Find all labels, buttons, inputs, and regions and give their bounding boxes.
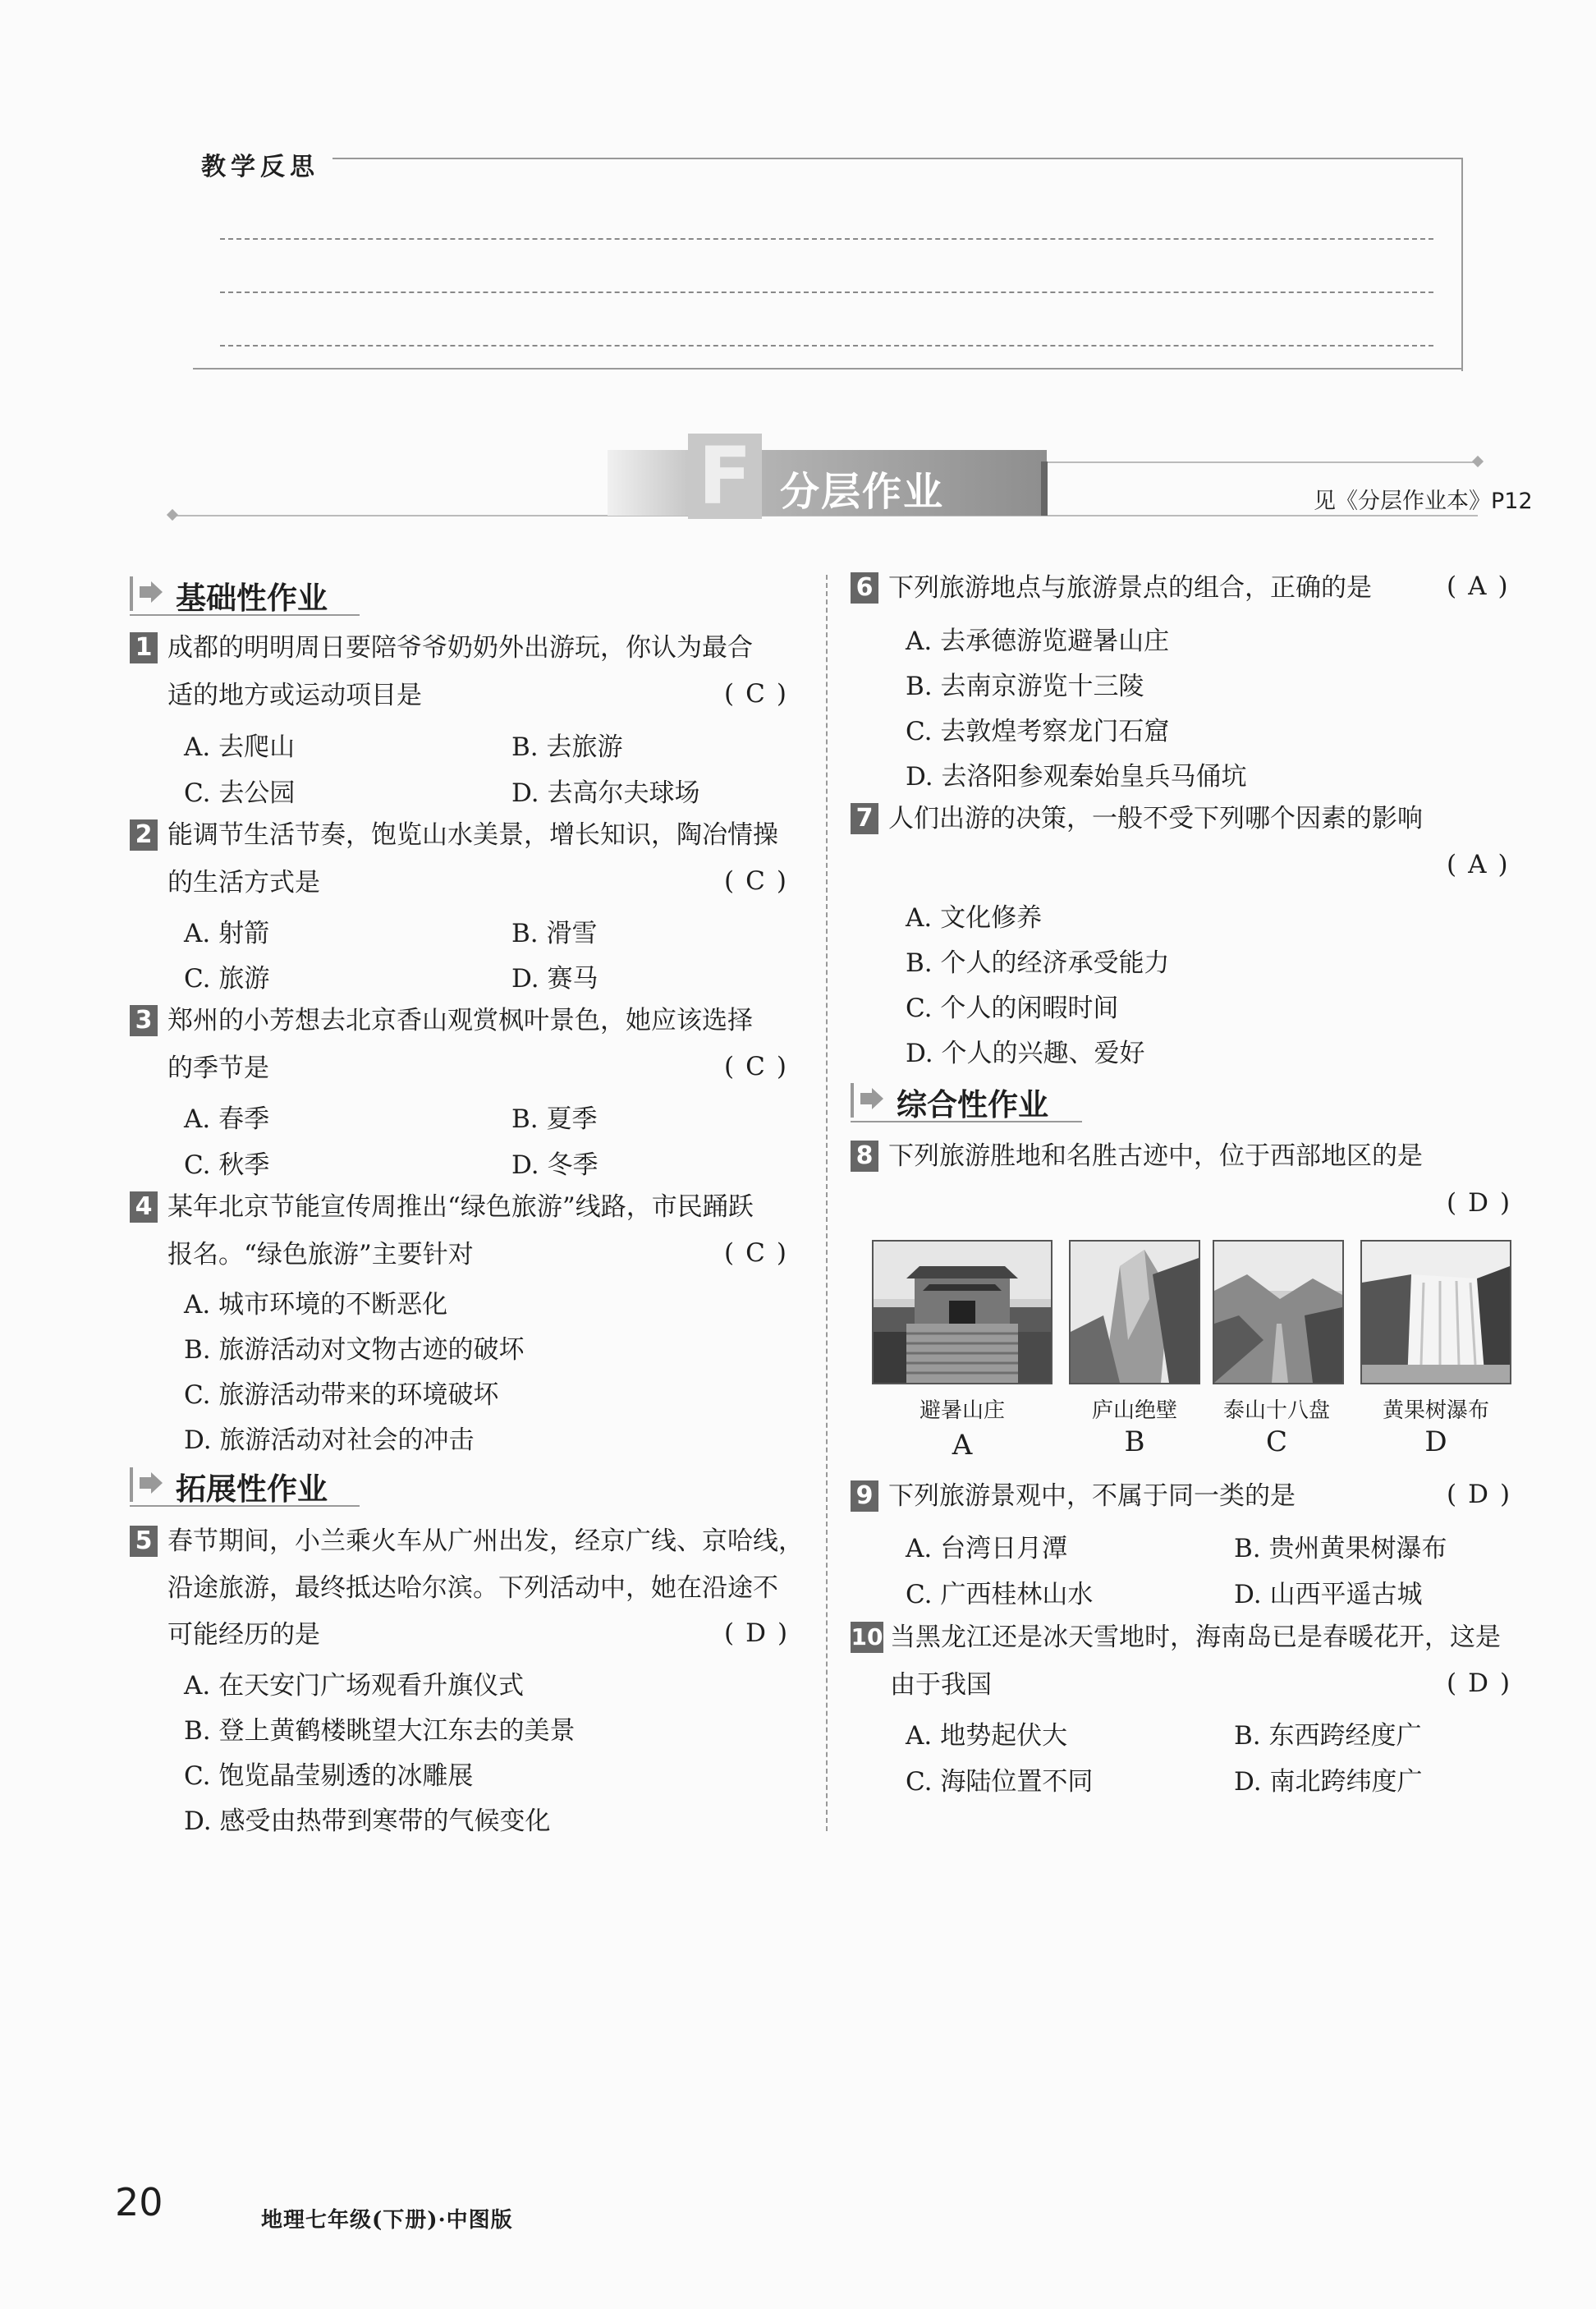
option: B. 登上黄鹤楼眺望大江东去的美景	[184, 1716, 576, 1746]
question-number: 6	[851, 572, 878, 604]
option: A. 在天安门广场观看升旗仪式	[184, 1671, 525, 1701]
option: B. 夏季	[511, 1104, 598, 1134]
option: A. 春季	[184, 1104, 270, 1134]
reflection-writing-line	[220, 238, 1433, 240]
answer-mark: (D)	[1447, 1188, 1522, 1218]
photo-bishu-shanzhuang	[872, 1240, 1053, 1384]
question-text: 当黑龙江还是冰天雪地时，海南岛已是春暖花开，这是	[890, 1623, 1501, 1652]
option: B. 旅游活动对文物古迹的破坏	[184, 1335, 525, 1365]
photo-taishan-steps	[1213, 1240, 1344, 1384]
arrow-icon	[851, 1083, 892, 1118]
section-underline	[851, 1121, 1082, 1122]
photo-letter: B	[1124, 1425, 1145, 1458]
question-text: 成都的明明周日要陪爷爷奶奶外出游玩，你认为最合	[167, 633, 753, 663]
question-number: 7	[851, 803, 878, 834]
question-text: 下列旅游胜地和名胜古迹中，位于西部地区的是	[888, 1141, 1423, 1171]
reflection-bottom-line	[193, 368, 1461, 370]
option: A. 去承德游览避暑山庄	[906, 627, 1170, 656]
banner-letter: F	[688, 434, 762, 519]
option: A. 去爬山	[184, 732, 296, 762]
question-7	[851, 803, 878, 834]
answer-mark: (C)	[724, 1238, 798, 1268]
question-number: 9	[851, 1480, 878, 1512]
question-number: 10	[851, 1622, 883, 1653]
question-text: 沿途旅游，最终抵达哈尔滨。下列活动中，她在沿途不	[167, 1573, 778, 1603]
reflection-writing-line	[220, 291, 1433, 293]
arrow-icon	[130, 1467, 171, 1502]
photo-huangguoshu-waterfall	[1360, 1240, 1511, 1384]
option: B. 滑雪	[511, 919, 598, 948]
answer-mark: (A)	[1447, 572, 1520, 601]
section-label: 拓展性作业	[176, 1471, 328, 1507]
page-number: 20	[115, 2180, 163, 2224]
option: D. 冬季	[511, 1150, 598, 1180]
section-underline	[130, 614, 360, 616]
question-text: 某年北京节能宣传周推出“绿色旅游”线路，市民踊跃	[167, 1192, 754, 1222]
option: A. 台湾日月潭	[906, 1534, 1068, 1563]
option: C. 去公园	[184, 778, 296, 808]
option: A. 城市环境的不断恶化	[184, 1290, 448, 1320]
question-9	[851, 1480, 878, 1512]
question-text: 能调节生活节奏，饱览山水美景，增长知识，陶冶情操	[167, 820, 778, 850]
question-number: 3	[130, 1005, 158, 1036]
answer-mark: (D)	[1447, 1669, 1522, 1698]
option: C. 饱览晶莹剔透的冰雕展	[184, 1761, 474, 1791]
option: D. 南北跨纬度广	[1234, 1767, 1423, 1797]
answer-mark: (D)	[724, 1618, 800, 1648]
option: D. 赛马	[511, 964, 598, 994]
banner-title: 分层作业	[780, 469, 945, 515]
photo-caption: 庐山绝壁	[1091, 1398, 1177, 1423]
question-text: 下列旅游景观中，不属于同一类的是	[888, 1481, 1296, 1511]
section-label: 综合性作业	[897, 1087, 1048, 1122]
option: B. 贵州黄果树瀑布	[1234, 1534, 1447, 1563]
question-4	[130, 1191, 158, 1223]
banner-rule	[1043, 461, 1478, 463]
photo-letter: C	[1265, 1425, 1287, 1458]
option: D. 个人的兴趣、爱好	[906, 1039, 1145, 1068]
question-number: 1	[130, 632, 158, 663]
option: C. 秋季	[184, 1150, 270, 1180]
section-underline	[130, 1505, 360, 1507]
photo-lushan-cliff	[1069, 1240, 1200, 1384]
reflection-writing-line	[220, 345, 1433, 347]
question-5	[130, 1526, 158, 1557]
photo-caption: 黄果树瀑布	[1382, 1398, 1489, 1423]
option: B. 去旅游	[511, 732, 623, 762]
banner-dot	[167, 509, 178, 521]
question-text: 的季节是	[167, 1054, 269, 1083]
photo-letter: D	[1424, 1425, 1447, 1458]
question-text: 可能经历的是	[167, 1620, 320, 1650]
question-2	[130, 819, 158, 851]
question-text: 春节期间，小兰乘火车从广州出发，经京广线、京哈线，	[167, 1526, 804, 1556]
reflection-frame	[332, 158, 1463, 371]
question-number: 8	[851, 1141, 878, 1172]
question-10	[851, 1622, 883, 1653]
question-8	[851, 1141, 878, 1172]
photo-caption: 泰山十八盘	[1222, 1398, 1330, 1423]
answer-mark: (A)	[1447, 850, 1520, 879]
option: C. 旅游	[184, 964, 270, 994]
question-text: 郑州的小芳想去北京香山观赏枫叶景色，她应该选择	[167, 1006, 753, 1035]
option: D. 去洛阳参观秦始皇兵马俑坑	[906, 762, 1247, 792]
answer-mark: (C)	[724, 1052, 798, 1081]
photo-caption: 避暑山庄	[919, 1398, 1005, 1423]
option: D. 感受由热带到寒带的气候变化	[184, 1806, 551, 1836]
question-1	[130, 632, 158, 663]
option: D. 旅游活动对社会的冲击	[184, 1425, 475, 1455]
arrow-icon	[130, 576, 171, 611]
section-label: 基础性作业	[176, 581, 328, 616]
option: C. 广西桂林山水	[906, 1580, 1094, 1609]
option: C. 个人的闲暇时间	[906, 994, 1119, 1023]
question-text: 报名。“绿色旅游”主要针对	[167, 1240, 474, 1269]
option: A. 文化修养	[906, 903, 1043, 933]
banner-bar	[1041, 461, 1048, 516]
option: A. 地势起伏大	[906, 1721, 1068, 1751]
option: D. 去高尔夫球场	[511, 778, 700, 808]
option: D. 山西平遥古城	[1234, 1580, 1423, 1609]
question-number: 4	[130, 1191, 158, 1223]
option: C. 旅游活动带来的环境破坏	[184, 1380, 499, 1410]
option: B. 个人的经济承受能力	[906, 948, 1170, 978]
column-divider	[826, 575, 828, 1831]
question-text: 下列旅游地点与旅游景点的组合，正确的是	[888, 573, 1372, 603]
option: C. 海陆位置不同	[906, 1767, 1094, 1797]
question-number: 5	[130, 1526, 158, 1557]
question-6	[851, 572, 878, 604]
answer-mark: (C)	[724, 866, 798, 896]
option: B. 东西跨经度广	[1234, 1721, 1422, 1751]
banner-dot	[1472, 456, 1484, 467]
reflection-title: 教学反思	[201, 153, 319, 181]
photo-letter: A	[952, 1429, 973, 1462]
question-number: 2	[130, 819, 158, 851]
option: A. 射箭	[184, 919, 270, 948]
question-text: 人们出游的决策，一般不受下列哪个因素的影响	[888, 804, 1423, 833]
workbook-reference: 见《分层作业本》P12	[1314, 489, 1533, 514]
question-3	[130, 1005, 158, 1036]
answer-mark: (C)	[724, 679, 798, 709]
question-text: 由于我国	[890, 1670, 992, 1700]
question-text: 的生活方式是	[167, 868, 320, 897]
book-title: 地理七年级(下册)·中图版	[261, 2208, 513, 2233]
answer-mark: (D)	[1447, 1480, 1522, 1509]
option: B. 去南京游览十三陵	[906, 672, 1144, 701]
option: C. 去敦煌考察龙门石窟	[906, 717, 1170, 746]
question-text: 适的地方或运动项目是	[167, 681, 422, 710]
